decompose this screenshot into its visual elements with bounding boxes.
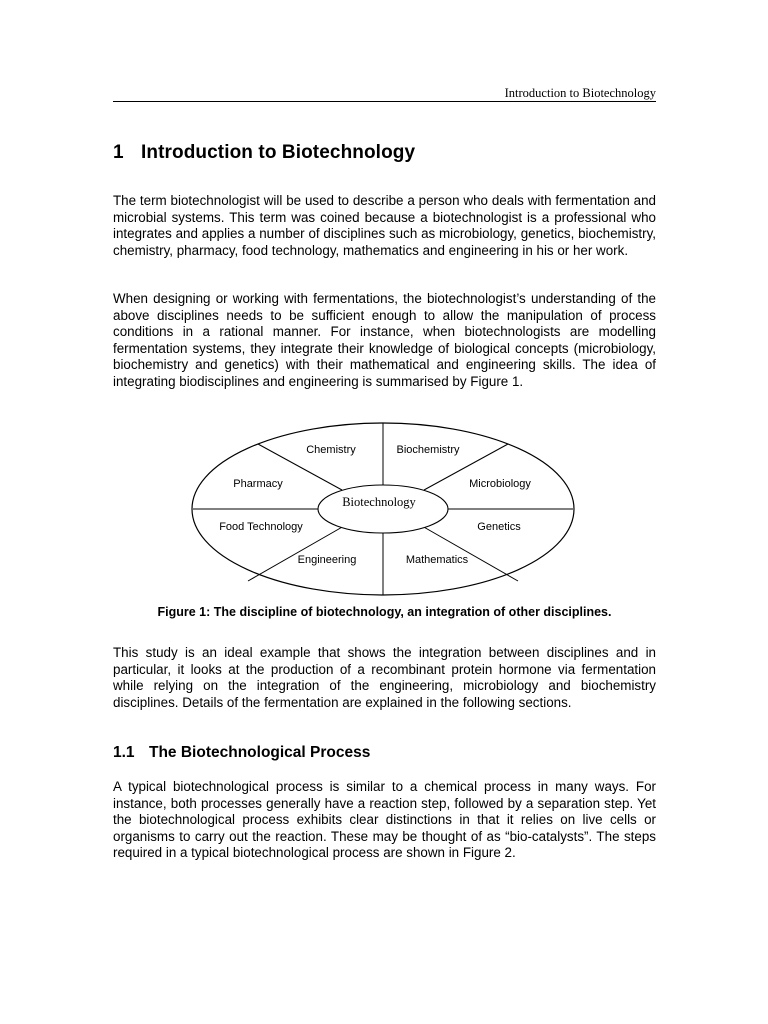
chapter-title-text: Introduction to Biotechnology [141, 142, 416, 163]
paragraph-2: When designing or working with fermentations, the biotechnologist’s understanding of the above disciplines needs to be sufficient enough to allow the manipulation of process conditions in a rational manner. For instance, when biotechnologists are modelling fermentation systems, they integrate their knowledge of biological concepts (microbiology, biochemistry and genetics) with their mathematical and engineering skills. The idea of integrating biodisciplines and engineering is summarised by Figure 1. [113, 291, 656, 389]
paragraph-3: This study is an ideal example that shows the integration between disciplines and in particular, it looks at the production of a recombinant protein hormone via fermentation while relying on the integration of the engineering, microbiology and biochemistry disciplines. Details of the fermentation are explained in the following sections. [113, 645, 656, 710]
center-label: Biotechnology [342, 495, 416, 509]
label-genetics: Genetics [477, 521, 521, 533]
section-number: 1.1 [113, 744, 135, 761]
figure-caption: Figure 1: The discipline of biotechnology, an integration of other disciplines. [157, 605, 612, 619]
label-biochemistry: Biochemistry [396, 444, 460, 456]
center-ellipse [318, 485, 448, 533]
label-chemistry: Chemistry [306, 444, 356, 456]
section-title-text: The Biotechnological Process [149, 744, 371, 761]
label-engineering: Engineering [297, 554, 357, 566]
running-header: Introduction to Biotechnology [504, 86, 656, 100]
header-rule [113, 101, 656, 102]
label-pharmacy: Pharmacy [233, 478, 283, 490]
label-mathematics: Mathematics [405, 554, 469, 566]
label-microbiology: Microbiology [469, 478, 531, 490]
figure-1-svg [190, 420, 576, 598]
label-food-technology: Food Technology [219, 521, 303, 533]
chapter-number: 1 [113, 142, 124, 163]
figure-1-diagram [190, 420, 576, 598]
chapter-title [113, 142, 415, 164]
paragraph-4: A typical biotechnological process is similar to a chemical process in many ways. For instance, both processes generally have a reaction step, followed by a separation step. Yet the biotechnological process exhibits clear distinctions in that it relies on live cells or organisms to carry out the reaction. These may be thought of as “bio-catalysts”. The steps required in a typical biotechnological process are shown in Figure 2. [113, 779, 656, 860]
paragraph-1: The term biotechnologist will be used to describe a person who deals with fermentation and microbial systems. This term was coined because a biotechnologist is a professional who integrates and applies a number of disciplines such as microbiology, genetics, biochemistry, chemistry, pharmacy, food technology, mathematics and engineering in his or her work. [113, 193, 656, 258]
section-title [113, 744, 370, 762]
